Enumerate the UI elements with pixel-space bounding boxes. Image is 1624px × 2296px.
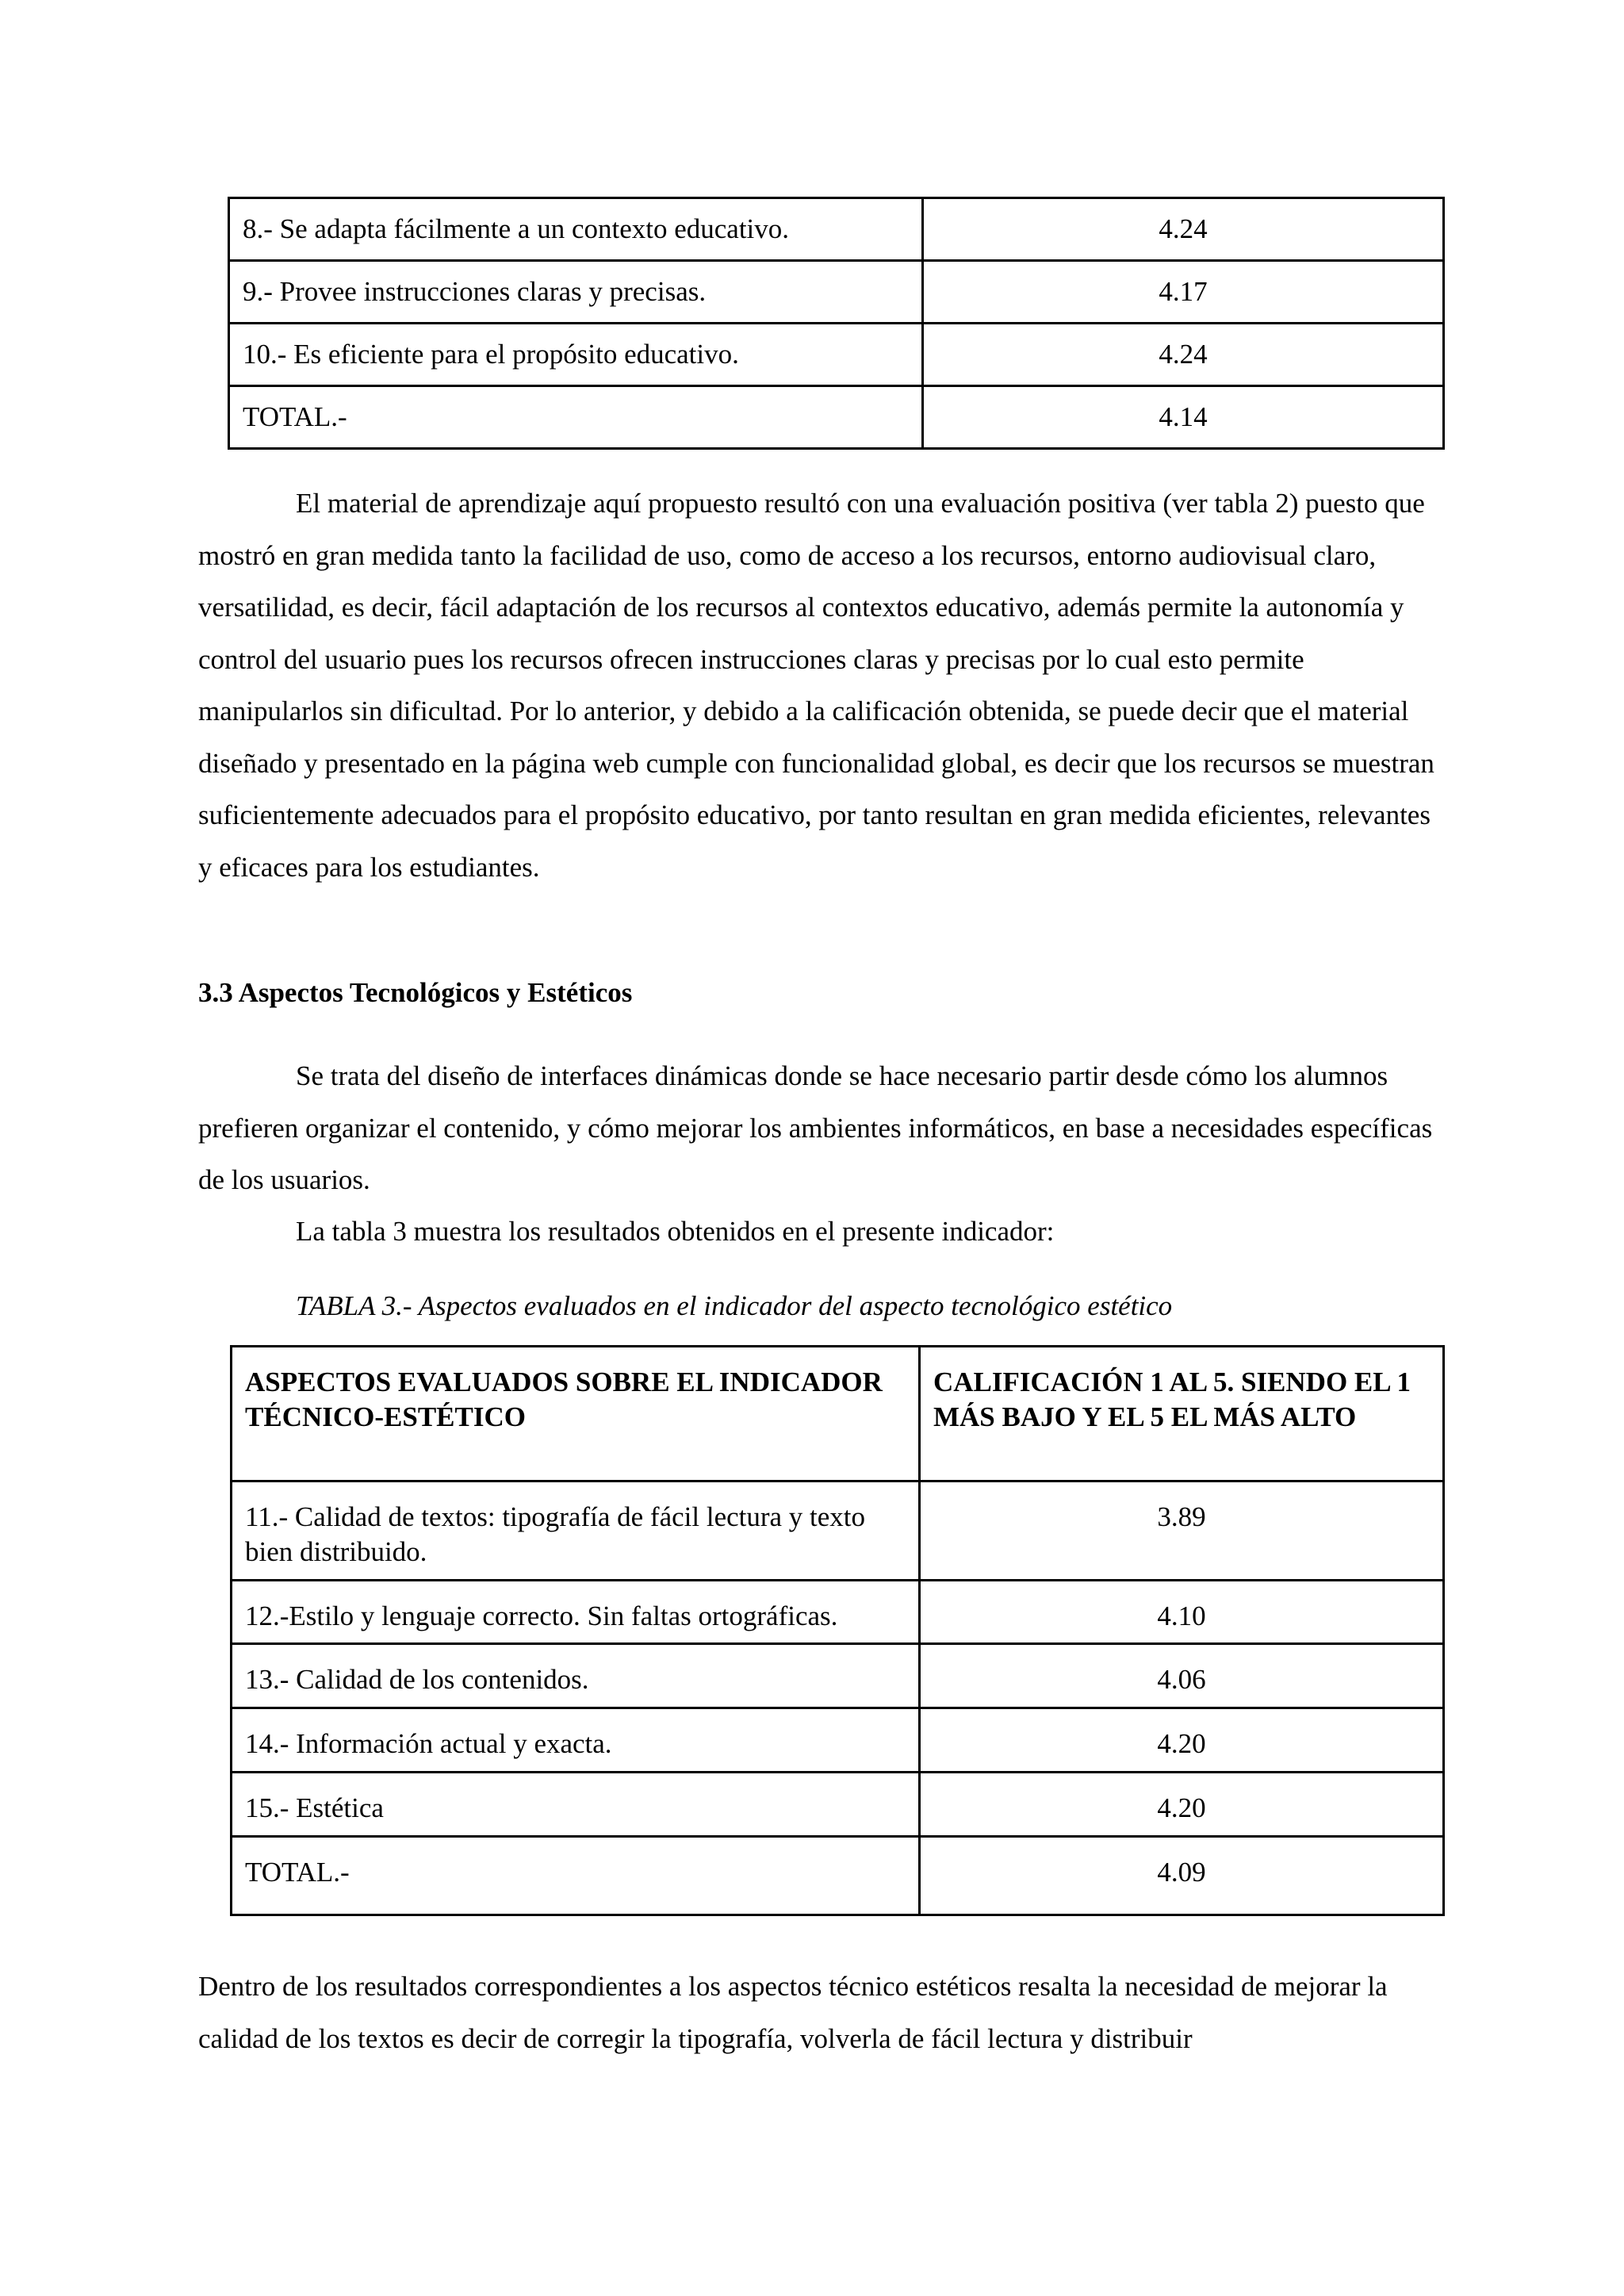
table-row — [229, 198, 1444, 261]
column-header-rating: CALIFICACIÓN 1 AL 5. SIENDO EL 1 MÁS BAJO Y EL 5 EL MÁS ALTO — [920, 1347, 1444, 1481]
section-heading: 3.3 Aspectos Tecnológicos y Estéticos — [198, 977, 633, 1008]
table-cell-label: 11.- Calidad de textos: tipografía de fácil lectura y texto bien distribuido. — [232, 1481, 920, 1581]
table-cell-label: 10.- Es eficiente para el propósito educativo. — [229, 324, 923, 386]
table-cell-value: 4.20 — [920, 1773, 1444, 1837]
column-header-aspects: ASPECTOS EVALUADOS SOBRE EL INDICADOR TÉCNICO-ESTÉTICO — [232, 1347, 920, 1481]
table-row — [232, 1644, 1444, 1708]
table-cell-label: 14.- Información actual y exacta. — [232, 1708, 920, 1773]
table-row — [232, 1773, 1444, 1837]
table-cell-label: 15.- Estética — [232, 1773, 920, 1837]
table-cell-label: TOTAL.- — [229, 386, 923, 449]
table-cell-value: 4.17 — [923, 261, 1444, 324]
table-cell-label: TOTAL.- — [232, 1837, 920, 1915]
table-cell-value: 4.06 — [920, 1644, 1444, 1708]
body-paragraph-table-intro: La tabla 3 muestra los resultados obtenidos en el presente indicador: — [296, 1216, 1055, 1247]
body-paragraph-interfaces: Se trata del diseño de interfaces dinámicas donde se hace necesario partir desde cómo los alumnos prefieren organizar el contenido, y cómo mejorar los ambientes informáticos, en base a necesidades específicas de los usuarios. — [198, 1060, 1433, 1195]
table-cell-value: 3.89 — [920, 1481, 1444, 1581]
table-cell-label: 12.-Estilo y lenguaje correcto. Sin faltas ortográficas. — [232, 1581, 920, 1644]
table-row — [232, 1581, 1444, 1644]
table-3 — [230, 1345, 1445, 1916]
table-cell-value: 4.14 — [923, 386, 1444, 449]
table-3-caption: TABLA 3.- Aspectos evaluados en el indicador del aspecto tecnológico estético — [296, 1290, 1173, 1321]
table-header-row — [232, 1347, 1444, 1481]
table-cell-value: 4.24 — [923, 324, 1444, 386]
table-cell-value: 4.10 — [920, 1581, 1444, 1644]
table-cell-value: 4.09 — [920, 1837, 1444, 1915]
table-row — [232, 1481, 1444, 1581]
table-cell-label: 9.- Provee instrucciones claras y precisas. — [229, 261, 923, 324]
table-2 — [228, 197, 1445, 450]
table-cell-value: 4.24 — [923, 198, 1444, 261]
table-cell-label: 13.- Calidad de los contenidos. — [232, 1644, 920, 1708]
table-cell-value: 4.20 — [920, 1708, 1444, 1773]
table-row — [229, 261, 1444, 324]
table-row-total — [232, 1837, 1444, 1915]
table-row-total — [229, 386, 1444, 449]
body-paragraph-evaluation: El material de aprendizaje aquí propuesto resultó con una evaluación positiva (ver tabla 2) puesto que mostró en gran medida tanto la facilidad de uso, como de acceso a los recursos, entorno audiovisual claro, versatilidad, es decir, fácil adaptación de los recursos al contextos educativo, además permite la autonomía y control del usuario pues los recursos ofrecen instrucciones claras y precisas por lo cual esto permite manipularlos sin dificultad. Por lo anterior, y debido a la calificación obtenida, se puede decir que el material diseñado y presentado en la página web cumple con funcionalidad global, es decir que los recursos se muestran suficientemente adecuados para el propósito educativo, por tanto resultan en gran medida eficientes, relevantes y eficaces para los estudiantes. — [198, 488, 1434, 883]
table-cell-label: 8.- Se adapta fácilmente a un contexto educativo. — [229, 198, 923, 261]
table-row — [229, 324, 1444, 386]
table-row — [232, 1708, 1444, 1773]
body-paragraph-conclusion: Dentro de los resultados correspondientes a los aspectos técnico estéticos resalta la necesidad de mejorar la calidad de los textos es decir de corregir la tipografía, volverla de fácil lectura y distribuir — [198, 1971, 1388, 2054]
